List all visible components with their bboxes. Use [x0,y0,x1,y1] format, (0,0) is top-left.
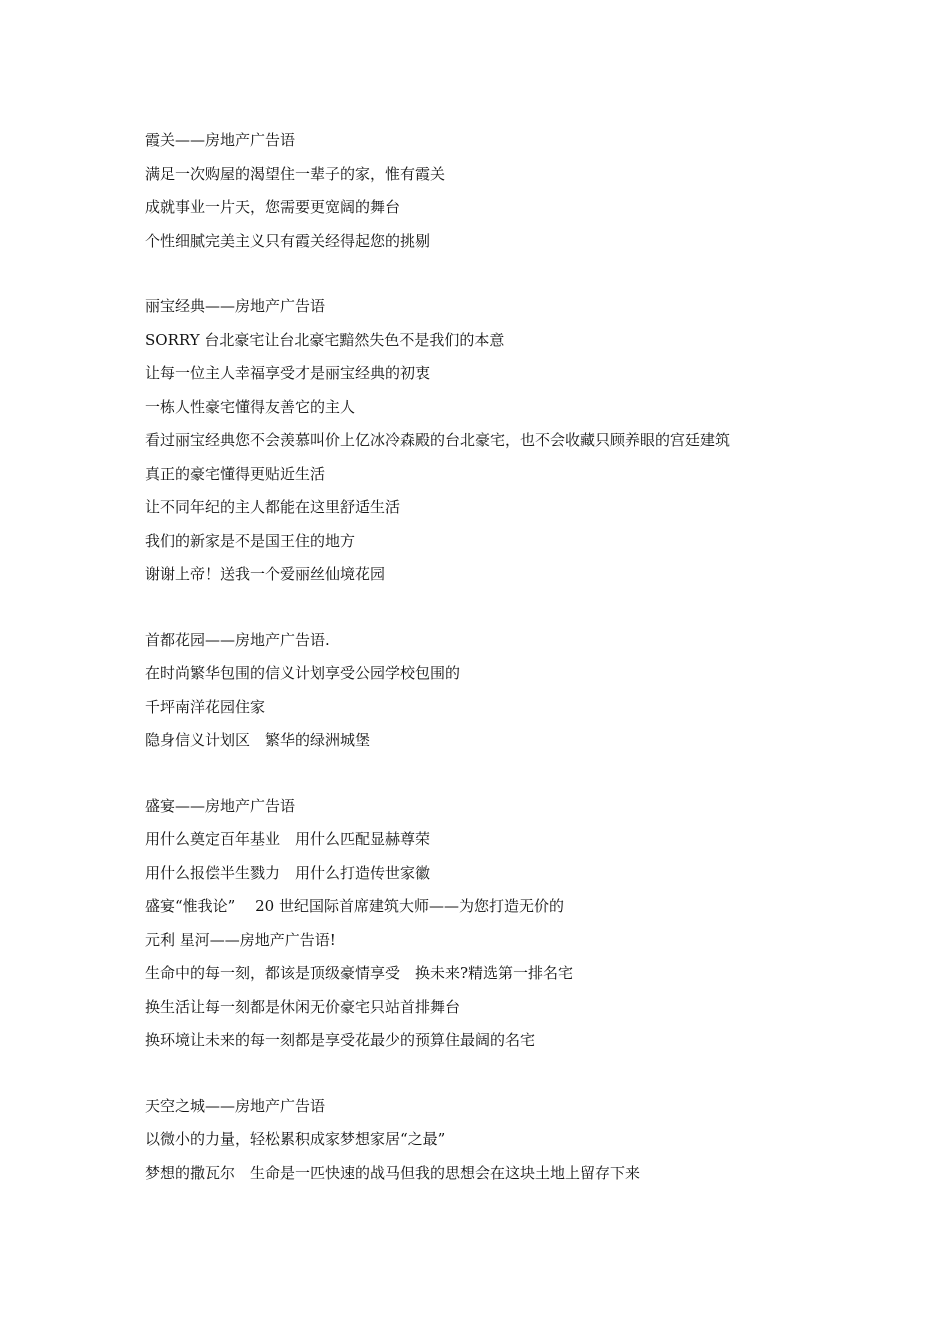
text-line: 盛宴“惟我论” 20 世纪国际首席建筑大师——为您打造无价的 [145,897,564,915]
text-line: 成就事业一片天，您需要更宽阔的舞台 [145,198,401,216]
ad-section-xiaguan [145,124,845,258]
text-line: 满足一次购屋的渴望住一辈子的家，惟有霞关 [145,164,446,183]
text-line: 元利 星河——房地产广告语! [145,930,336,949]
text-line: 用什么报偿半生戮力 用什么打造传世家徽 [145,863,431,882]
text-line: 隐身信义计划区 繁华的绿洲城堡 [145,731,371,749]
text-line: 看过丽宝经典您不会羡慕叫价上亿冰冷森殿的台北豪宅，也不会收藏只顾养眼的宫廷建筑 [145,431,731,449]
text-line: 换环境让未来的每一刻都是享受花最少的预算住最阔的名宅 [145,1031,536,1049]
text-line: 在时尚繁华包围的信义计划享受公园学校包围的 [145,664,461,682]
text-line: 个性细腻完美主义只有霞关经得起您的挑剔 [145,231,431,250]
text-line: 让不同年纪的主人都能在这里舒适生活 [145,498,401,516]
text-line: 真正的豪宅懂得更贴近生活 [145,464,326,483]
ad-section-banquet [145,790,845,1058]
text-line: SORRY 台北豪宅让台北豪宅黯然失色不是我们的本意 [145,330,505,349]
text-line: 谢谢上帝！送我一个爱丽丝仙境花园 [145,565,386,583]
text-line: 生命中的每一刻，都该是顶级豪情享受 换未来?精选第一排名宅 [145,964,574,982]
ad-section-libao [145,290,845,592]
section-title: 天空之城——房地产广告语 [145,1096,326,1115]
section-title: 首都花园——房地产广告语. [145,630,330,649]
ad-section-capital-garden [145,624,845,758]
section-title: 霞关——房地产广告语 [145,131,296,149]
document-body [145,124,845,1222]
text-line: 用什么奠定百年基业 用什么匹配显赫尊荣 [145,830,431,848]
section-title: 盛宴——房地产广告语 [145,796,296,815]
ad-section-sky-city [145,1090,845,1191]
text-line: 我们的新家是不是国王住的地方 [145,531,356,550]
text-line: 千坪南洋花园住家 [145,697,266,716]
section-title: 丽宝经典——房地产广告语 [145,297,326,315]
text-line: 以微小的力量，轻松累积成家梦想家居“之最” [145,1130,446,1148]
text-line: 让每一位主人幸福享受才是丽宝经典的初衷 [145,364,431,382]
text-line: 梦想的撒瓦尔 生命是一匹快速的战马但我的思想会在这块土地上留存下来 [145,1163,641,1182]
text-line: 一栋人性豪宅懂得友善它的主人 [145,397,356,416]
text-line: 换生活让每一刻都是休闲无价豪宅只站首排舞台 [145,997,461,1016]
